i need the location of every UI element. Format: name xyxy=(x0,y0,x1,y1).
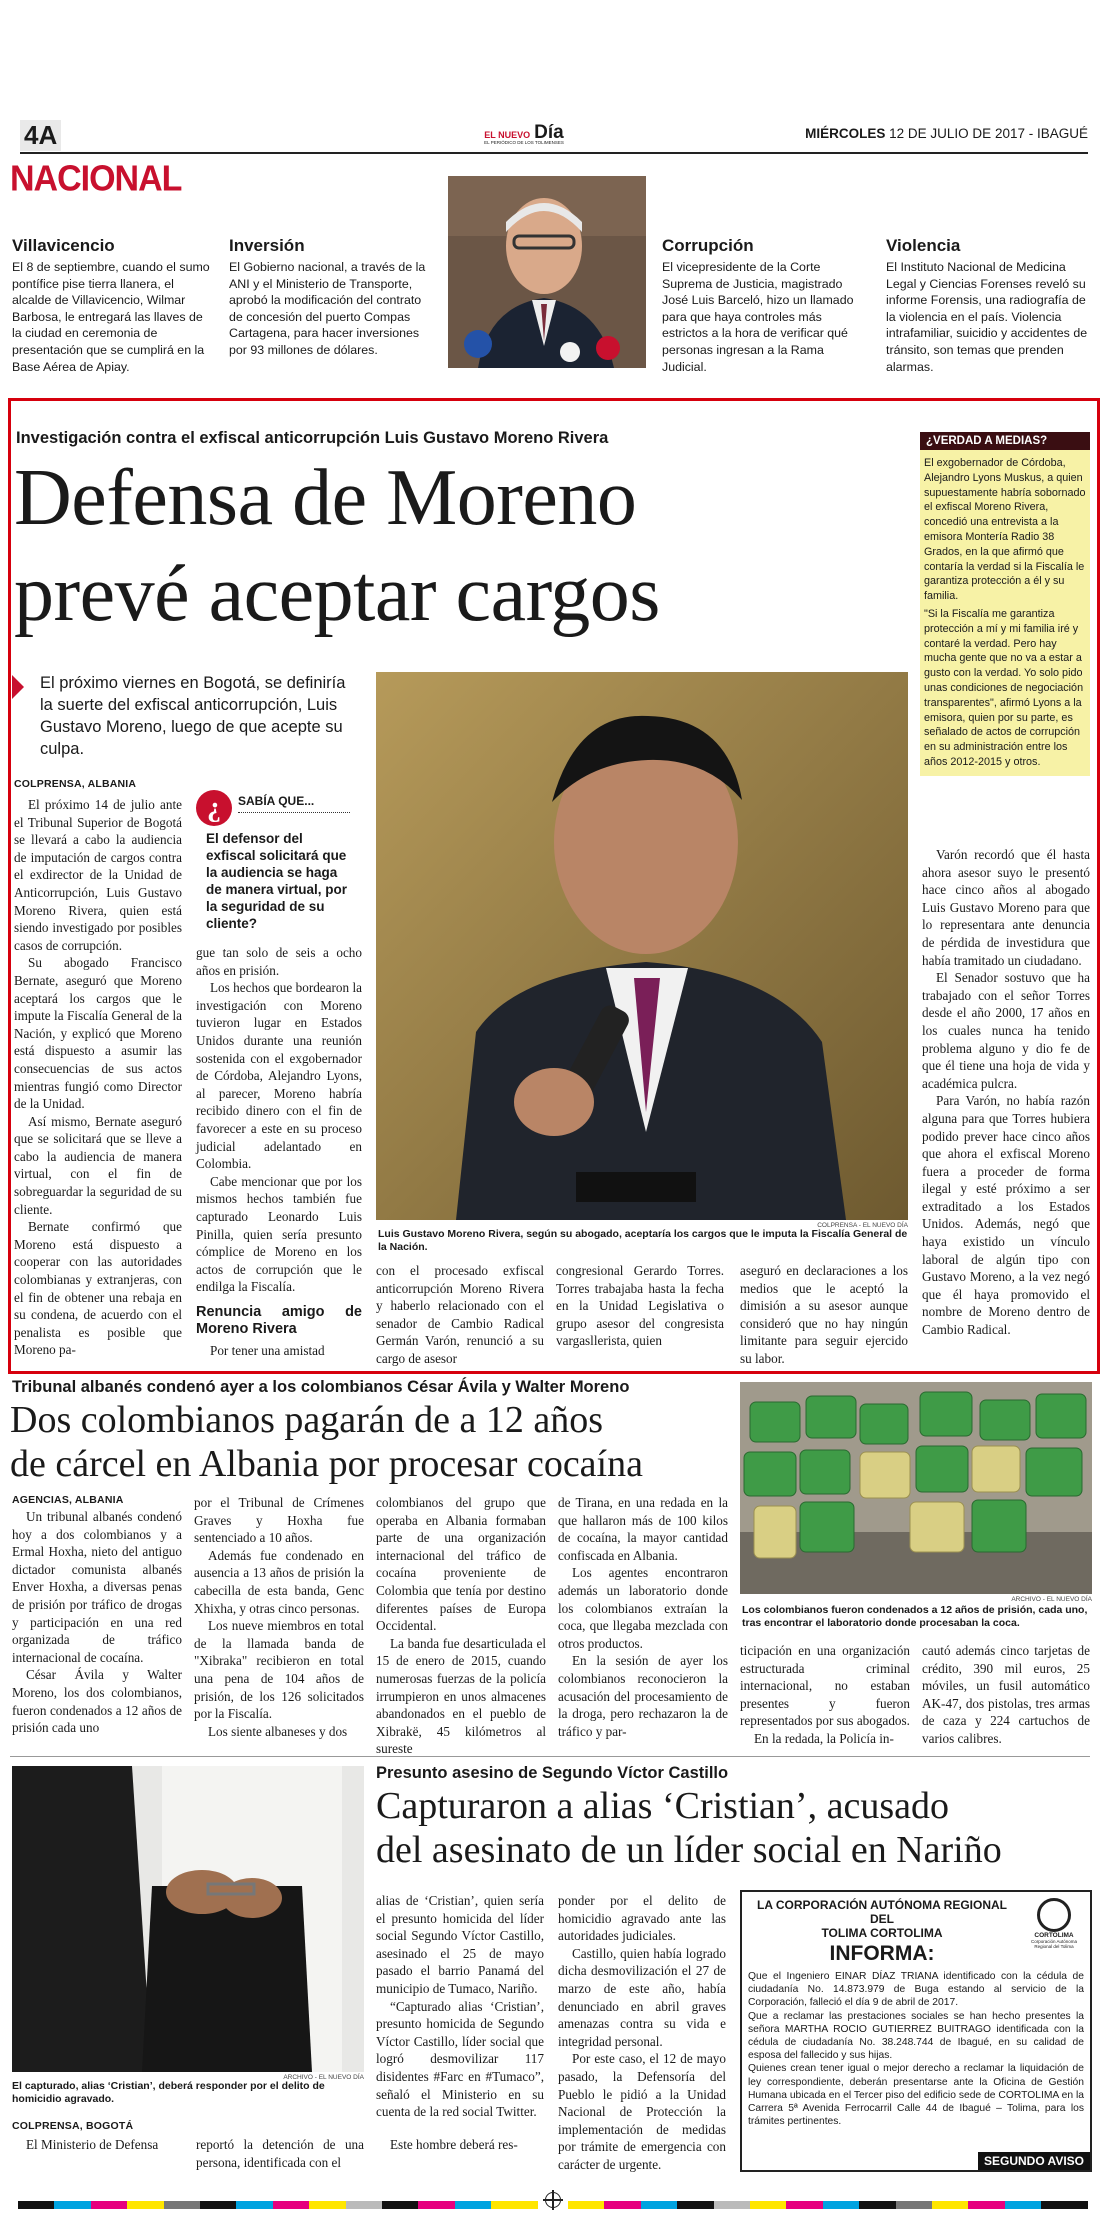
second-photo xyxy=(740,1382,1092,1594)
paragraph: Bernate confirmó que Moreno está dispuesto a cooperar con las autoridades colombianas y extranjeras, con el fin de obtener una rebaja en su condena, de acuerdo con el penalista es posible que Moreno pa- xyxy=(14,1219,182,1358)
third-byline: COLPRENSA, BOGOTÁ xyxy=(12,2120,134,2132)
notice-org-line-1: LA CORPORACIÓN AUTÓNOMA REGIONAL DEL xyxy=(757,1898,1007,1926)
second-col-5 xyxy=(740,1642,910,1748)
question-mark-icon: ¿ xyxy=(196,790,232,826)
third-photo-credit: ARCHIVO - EL NUEVO DÍA xyxy=(283,2074,364,2081)
page-header xyxy=(20,118,1088,154)
main-photo-credit: COLPRENSA - EL NUEVO DÍA xyxy=(817,1222,908,1229)
sidebar-title: ¿VERDAD A MEDIAS? xyxy=(920,432,1090,450)
main-col-3 xyxy=(376,1262,544,1368)
paragraph: ponder por el delito de homicidio agravado ante las autoridades judiciales. xyxy=(558,1893,726,1944)
headline-line-2: prevé aceptar cargos xyxy=(14,550,660,638)
lead-marker-icon xyxy=(12,675,24,699)
brief-corrupcion xyxy=(662,236,870,375)
logo-tagline: EL PERIÓDICO DE LOS TOLIMENSES xyxy=(484,140,564,145)
brief-villavicencio xyxy=(12,236,212,375)
third-col-1b xyxy=(196,2136,364,2171)
paragraph: Varón recordó que él hasta ahora asesor suyo le presentó hace cinco años al abogado Luis Gustavo Moreno para que lo representara ante denuncia de pérdida de investidura que había tramitado un ciudadano. xyxy=(922,847,1090,968)
cortolima-logo xyxy=(1024,1898,1084,1958)
brief-text: El Gobierno nacional, a través de la ANI y el Ministerio de Transporte, aprobó la modificación del contrato de concesión del puerto Compas Cartagena, para hacer inversiones por 93 millones de dólares. xyxy=(229,260,426,357)
photo-image xyxy=(376,672,908,1220)
brief-text: El 8 de septiembre, cuando el sumo pontífice pise tierra llanera, el alcalde de Villavicencio, Wilmar Barbosa, le entregará las llaves de la ciudad en ceremonia de presentación que se cumplirá en la Base Aérea de Apiay. xyxy=(12,260,210,374)
paragraph: La banda fue desarticulada el 15 de enero de 2015, cuando numerosas fuerzas de la policía irrumpieron en unos almacenes abandonados en el pueblo de Xibrakë, 45 kilómetros al sureste xyxy=(376,1635,546,1757)
brief-photo xyxy=(448,176,646,368)
sabia-text: El defensor del exfiscal solicitará que la audiencia se haga de manera virtual, por la seguridad de su cliente? xyxy=(206,831,348,931)
second-photo-credit: ARCHIVO - EL NUEVO DÍA xyxy=(1011,1596,1092,1603)
handcuffed-man-image xyxy=(12,1766,364,2072)
notice-informa: INFORMA: xyxy=(829,1942,935,1965)
sidebar-paragraph-2: "Si la Fiscalía me garantiza protección a mí y mi familia iré y contaré la verdad. Pero hay mucha gente que no va a estar a gusto con la verdad. Yo solo pido unas condiciones de negociación transparentes", afirmó Lyons a la emisora, quien por su parte, es señalado de actos de corrupción en su administración entre los años 2012-2015 y otros. xyxy=(924,607,1084,768)
brief-text: El vicepresidente de la Corte Suprema de Justicia, magistrado José Luis Barceló, hizo un llamado para que haya controles más estrictos a la hora de verificar qué personas ingresan a la Rama Judicial. xyxy=(662,260,854,374)
paragraph: Para Varón, no había razón alguna para que Torres hubiera podido prever hace cinco años que ahora el exfiscal Moreno fuera a proceder de forma ilegal y esté próximo a ser extraditado a los Estados Unidos. Además, negó que haya existido un vínculo laboral de algún tipo con Gustavo Moreno, a la vez negó que él haya promovido el nombre de Moreno dentro de Cambio Radical. xyxy=(922,1093,1090,1338)
paragraph: Castillo, quien había logrado dicha desmovilización el 27 de marzo de este año, había denunciado en abril graves amenazas contra su vida e integridad personal. xyxy=(558,1945,726,2049)
cortolima-notice xyxy=(740,1890,1092,2172)
registration-mark-icon xyxy=(545,2192,561,2208)
paragraph: Los siente albaneses y dos xyxy=(208,1723,348,1739)
notice-paragraph: Quienes crean tener igual o mejor derecho a reclamar la liquidación de ley correspondiente, deberán presentarse ante la Oficina de Gestión Humana ubicada en el Tercer piso del edificio sede de CORTOLIMA en la Carrera 5ª Avenida Ferrocarril Calle 44 de Ibagué – Tolima, para los trámites pertinentes. xyxy=(748,2063,1084,2128)
notice-paragraph: Que el Ingeniero EINAR DÍAZ TRIANA identificado con la cédula de ciudadanía No. 14.873.979 de Buga estando al servicio de la Corporación, falleció el día 9 de abril de 2017. xyxy=(748,1971,1084,2009)
main-photo-caption: Luis Gustavo Moreno Rivera, según su abogado, aceptaría los cargos que le imputa la Fiscalía General de la Nación. xyxy=(378,1228,908,1253)
main-photo xyxy=(376,672,908,1220)
main-col-4 xyxy=(556,1262,724,1350)
paragraph: El próximo 14 de julio ante el Tribunal Superior de Bogotá se llevará a cabo la audiencia de imputación de cargos contra el exdirector de la Unidad de Anticorrupción, Luis Gustavo Moreno Rivera, quien está siendo investigado por posibles casos de corrupción. xyxy=(14,797,182,953)
main-lead: El próximo viernes en Bogotá, se definiría la suerte del exfiscal anticorrupción, Luis Gustavo Moreno, luego de que acepte su culpa. xyxy=(40,674,346,758)
notice-badge: SEGUNDO AVISO xyxy=(978,2152,1090,2170)
paragraph: Por tener una amistad xyxy=(210,1342,325,1358)
date-line xyxy=(805,126,1088,141)
page-number: 4A xyxy=(20,120,61,151)
sidebar-body xyxy=(920,450,1090,776)
paragraph: El Ministerio de Defensa xyxy=(26,2137,159,2152)
brief-violencia xyxy=(886,236,1090,375)
notice-org-line-2: TOLIMA CORTOLIMA xyxy=(821,1926,943,1940)
paragraph: Su abogado Francisco Bernate, aseguró que Moreno aceptará los cargos que le impute la Fiscalía General de la Nación, y explicó que Moreno está dispuesto a asumir las consecuencias de sus actos mientras fungió como Director de la Unidad. xyxy=(14,955,182,1112)
second-photo-caption: Los colombianos fueron condenados a 12 años de prisión, cada uno, tras encontrar el laboratorio donde procesaban la coca. xyxy=(742,1604,1088,1629)
brief-text: El Instituto Nacional de Medicina Legal y Ciencias Forenses reveló su informe Forensis, una radiografía de la violencia en el país. Violencia intrafamiliar, suicidio y accidentes de tránsito, son temas que prenden alarmas. xyxy=(886,260,1088,374)
paragraph: César Ávila y Walter Moreno, los dos colombianos, fueron condenados a 12 años de prisión cada uno xyxy=(12,1667,182,1736)
paragraph: En la sesión de ayer los colombianos reconocieron la acusación del procesamiento de la droga, pero rechazaron la de tráfico y par- xyxy=(558,1653,728,1739)
second-col-3 xyxy=(376,1494,546,1758)
main-col-5 xyxy=(740,1262,908,1368)
paragraph: alias de ‘Cristian’, quien sería el presunto homicida del líder social Segundo Víctor Castillo, asesinado el 25 de mayo pasado el barrio Panamá del municipio de Tumaco, Nariño. xyxy=(376,1893,544,1996)
sabia-title: SABÍA QUE... xyxy=(238,794,315,808)
third-photo xyxy=(12,1766,364,2072)
notice-body xyxy=(748,1970,1084,2128)
main-right-col xyxy=(922,846,1090,1339)
second-col-4 xyxy=(558,1494,728,1740)
paragraph: Los agentes encontraron además un laboratorio donde los colombianos extraían la coca, que llegaba mezclada con otros productos. xyxy=(558,1565,728,1651)
headline-line-1: Capturaron a alias ‘Cristian’, acusado xyxy=(376,1785,949,1827)
main-col-2 xyxy=(196,944,362,1359)
section-divider xyxy=(10,1756,1090,1757)
third-col-3-tail xyxy=(376,2136,544,2154)
paragraph: colombianos del grupo que operaba en Albania formaban parte de una organización internacional del tráfico de cocaína proveniente de Colombia que tenía por destino diferentes países de Europa Occidental. xyxy=(376,1495,546,1634)
logo-main: Día xyxy=(534,122,564,143)
paragraph: Los nueve miembros en total de la llamada banda de "Xibraka" recibieron en total una pena de 104 años de prisión, de los 126 solicitados por la Fiscalía. xyxy=(194,1618,364,1722)
registration-color-bar-left xyxy=(18,2196,538,2204)
logo-name: CORTOLIMA xyxy=(1034,1932,1074,1939)
date-rest: 12 DE JULIO DE 2017 - IBAGUÉ xyxy=(889,126,1088,141)
sidebar-paragraph-1: El exgobernador de Córdoba, Alejandro Lyons Muskus, a quien supuestamente habría sobornado el exfiscal Moreno Rivera, concedió una entrevista a la emisora Montería Radio 38 Grados, en la que afirmó que contaría la verdad si la Fiscalía le garantiza protección a él y su familia. xyxy=(924,457,1086,603)
logo-sub: Corporación Autónoma Regional del Tolima xyxy=(1030,1939,1078,1949)
third-col-3 xyxy=(558,1892,726,2174)
third-col-1 xyxy=(12,2136,182,2154)
sabia-rule xyxy=(238,812,350,813)
brief-title: Corrupción xyxy=(662,236,754,255)
paragraph: En la redada, la Policía in- xyxy=(754,1730,894,1746)
headline-line-1: Dos colombianos pagarán de a 12 años xyxy=(10,1399,604,1441)
third-kicker: Presunto asesino de Segundo Víctor Castillo xyxy=(376,1764,729,1782)
main-byline: COLPRENSA, ALBANIA xyxy=(14,778,137,790)
newspaper-logo xyxy=(464,122,584,152)
portrait-image xyxy=(448,176,646,368)
date-day: MIÉRCOLES xyxy=(805,126,886,141)
headline-line-2: del asesinato de un líder social en Nariño xyxy=(376,1829,1002,1871)
cocaine-packages-image xyxy=(740,1382,1092,1594)
third-headline xyxy=(376,1784,1096,1872)
second-byline: AGENCIAS, ALBANIA xyxy=(12,1494,124,1506)
subhead-renuncia: Renuncia amigo de Moreno Rivera xyxy=(196,1303,362,1337)
paragraph: Un tribunal albanés condenó hoy a dos colombianos y a Ermal Hoxha, nieto del antiguo dictador comunista albanés Enver Hoxha, a diversas penas de prisión por tráfico de drogas y participación en una red organizada de tráfico internacional de cocaína. xyxy=(12,1509,182,1665)
paragraph: reportó la detención de una persona, identificada con el xyxy=(196,2137,364,2170)
main-col-1 xyxy=(14,796,182,1359)
brief-inversion xyxy=(229,236,429,359)
cortolima-logo-icon xyxy=(1037,1898,1071,1932)
paragraph: de Tirana, en una redada en la que hallaron más de 100 kilos de cocaína, la mayor cantidad confiscada en Albania. xyxy=(558,1495,728,1563)
paragraph: gue tan solo de seis a ocho años en prisión. xyxy=(196,945,362,978)
paragraph: congresional Gerardo Torres. Torres trabajaba hasta la fecha en la Unidad Legislativa o grupo asesor del congresista vargasllerista, quien xyxy=(556,1263,724,1349)
paragraph: por el Tribunal de Crímenes Graves y Hoxha fue sentenciado a 10 años. xyxy=(194,1495,364,1546)
verdad-sidebar xyxy=(920,432,1090,776)
second-col-2 xyxy=(194,1494,364,1740)
paragraph: Cabe mencionar que por los mismos hechos también fue capturado Leonardo Luis Pinilla, quien sería presunto cómplice de Moreno en los actos de corrupción que le endilga la Fiscalía. xyxy=(196,1173,362,1295)
brief-title: Villavicencio xyxy=(12,236,115,255)
paragraph: con el procesado exfiscal anticorrupción Moreno Rivera y haberlo relacionado con el senador de Cambio Radical Germán Varón, renunció a su cargo de asesor xyxy=(376,1263,544,1366)
headline-line-1: Defensa de Moreno xyxy=(14,454,637,542)
section-title: NACIONAL xyxy=(10,159,182,199)
main-headline xyxy=(14,450,914,642)
second-kicker: Tribunal albanés condenó ayer a los colombianos César Ávila y Walter Moreno xyxy=(12,1378,630,1396)
brief-title: Inversión xyxy=(229,236,305,255)
paragraph: “Capturado alias ‘Cristian’, presunto homicida de Segundo Víctor Castillo, líder social que logró desmovilizar 117 disidentes #Farc en #Tumaco”, señaló el Ministerio en su cuenta de la red social Twitter. xyxy=(376,1998,544,2120)
paragraph: ticipación en una organización estructurada criminal internacional, no estaban presentes y fueron representados por sus abogados. xyxy=(740,1643,910,1729)
third-col-2 xyxy=(376,1892,544,2121)
main-kicker: Investigación contra el exfiscal anticorrupción Luis Gustavo Moreno Rivera xyxy=(16,429,609,447)
notice-paragraph: Que a reclamar las prestaciones sociales se han hecho presentes la señora MARTHA ROCIO GUTIERREZ BUITRAGO identificada con la cédula de ciudadanía No. 38.248.744 de Ibagué, en su calidad de esposa del fallecido y sus hijas. xyxy=(748,2010,1084,2062)
brief-title: Violencia xyxy=(886,236,961,255)
second-headline xyxy=(10,1398,750,1486)
paragraph: Además fue condenado en ausencia a 13 años de prisión la cabecilla de esta banda, Genc Xhixha, y otras cinco personas. xyxy=(194,1547,364,1616)
logo-prefix: EL NUEVO xyxy=(484,130,531,140)
second-col-6 xyxy=(922,1642,1090,1748)
third-photo-caption: El capturado, alias ‘Cristian’, deberá responder por el delito de homicidio agravado. xyxy=(12,2080,325,2105)
paragraph: Los hechos que bordearon la investigación con Moreno tuvieron lugar en Estados Unidos durante una reunión sostenida con el exgobernador de Córdoba, Alejandro Lyons, al parecer, Moreno habría recibido dinero con el fin de favorecer a este en su proceso judicial adelantado en Colombia. xyxy=(196,980,362,1172)
second-col-1 xyxy=(12,1508,182,1737)
paragraph: Así mismo, Bernate aseguró que se solicitará que se lleve a cabo la audiencia de manera virtual, con el fin de sobreguardar la seguridad de su cliente. xyxy=(14,1113,182,1217)
paragraph: cautó además cinco tarjetas de crédito, 390 mil euros, 25 móviles, un fusil automático AK-47, dos pistolas, tres armas de caza y 224 cartuchos de varios calibres. xyxy=(922,1643,1090,1746)
paragraph: El Senador sostuvo que ha trabajado con el señor Torres desde el año 2000, 17 años en los cuales nunca ha tenido problema alguno y dio fe de que él tiene una hoja de vida y académica pulcra. xyxy=(922,970,1090,1091)
paragraph: Este hombre deberá res- xyxy=(390,2137,518,2152)
registration-color-bar-right xyxy=(568,2196,1088,2204)
headline-line-2: de cárcel en Albania por procesar cocaína xyxy=(10,1443,643,1485)
paragraph: aseguró en declaraciones a los medios que le aceptó la dimisión a su asesor aunque consideró que no hay ningún limitante para seguir ejercido su labor. xyxy=(740,1263,908,1366)
paragraph: Por este caso, el 12 de mayo pasado, la Defensoría del Pueblo le pidió a la Unidad Nacional de Protección la implementación de medidas por trámite de emergencia con carácter de urgente. xyxy=(558,2051,726,2172)
